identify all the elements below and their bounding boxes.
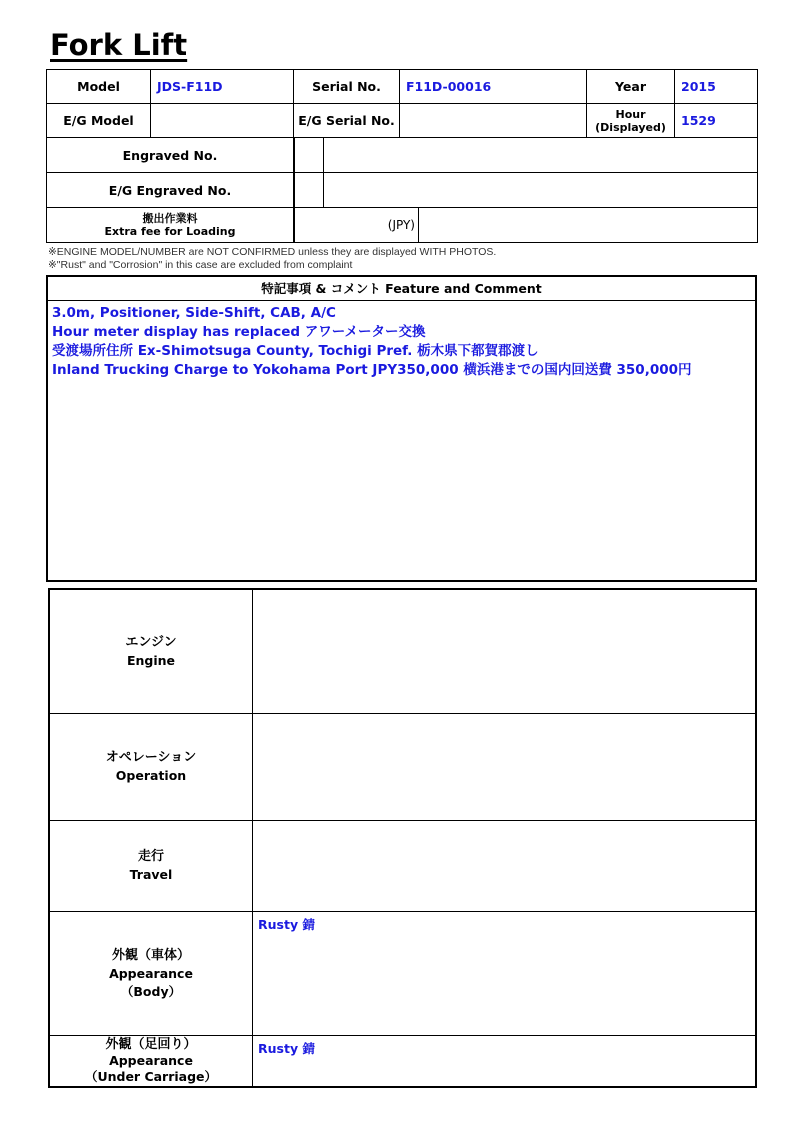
- label-en: Appearance: [109, 1053, 193, 1068]
- loading-label: [47, 208, 294, 243]
- loading-value: [294, 208, 758, 243]
- inspection-comment: Rusty 錆: [258, 1041, 315, 1056]
- feature-line: Inland Trucking Charge to Yokohama Port JPY350,000 横浜港までの国内回送費 350,000円: [52, 362, 692, 378]
- page-title: Fork Lift: [50, 28, 188, 62]
- feature-line: 3.0m, Positioner, Side-Shift, CAB, A/C: [52, 305, 336, 321]
- inspection-row-engine: [50, 590, 755, 714]
- label-jp: 外観（足回り）: [105, 1037, 197, 1052]
- label-en-sub: （Body）: [120, 983, 182, 999]
- label-en: Engine: [126, 652, 176, 668]
- year-value: 2015: [675, 70, 758, 104]
- hour-label-line2: (Displayed): [595, 120, 666, 134]
- hour-value: 1529: [675, 104, 758, 138]
- feature-heading: 特記事項 & コメント Feature and Comment: [48, 277, 755, 301]
- loading-unit: (JPY): [294, 208, 419, 242]
- inspection-comment: [253, 590, 755, 713]
- model-label: Model: [47, 70, 151, 104]
- eg-model-label: E/G Model: [47, 104, 151, 138]
- inspection-comment: Rusty 錆: [258, 917, 315, 932]
- eg-serial-value: [400, 104, 587, 138]
- year-label: Year: [587, 70, 675, 104]
- label-jp: 走行: [137, 849, 164, 864]
- hour-label: [587, 104, 675, 138]
- inspection-row-body: [50, 912, 755, 1036]
- notes: [48, 246, 496, 272]
- serial-label: Serial No.: [294, 70, 400, 104]
- eg-serial-label: E/G Serial No.: [294, 104, 400, 138]
- note-engine: ※ENGINE MODEL/NUMBER are NOT CONFIRMED unless they are displayed WITH PHOTOS.: [48, 246, 497, 258]
- inspection-comment: [253, 821, 755, 911]
- loading-label-jp: 搬出作業料: [142, 212, 198, 225]
- label-en: Appearance: [109, 965, 193, 981]
- eg-model-value: [151, 104, 294, 138]
- label-en-sub: （Under Carriage）: [84, 1069, 218, 1084]
- label-en: Travel: [129, 867, 173, 882]
- spec-table: [46, 69, 758, 243]
- inspection-label: [50, 821, 253, 911]
- label-jp: 外観（車体）: [111, 947, 190, 963]
- inspection-label: [50, 714, 253, 820]
- feature-box: [46, 275, 757, 582]
- hour-label-line1: Hour: [615, 107, 646, 121]
- loading-label-en: Extra fee for Loading: [104, 225, 236, 238]
- feature-comments: [48, 301, 755, 383]
- inspection-label: [50, 590, 253, 713]
- feature-line: 受渡場所住所 Ex-Shimotsuga County, Tochigi Pref. 栃木県下都賀郡渡し: [52, 343, 539, 359]
- eg-engraved-label: E/G Engraved No.: [47, 173, 294, 208]
- label-jp: エンジン: [125, 634, 177, 650]
- label-jp: オペレーション: [105, 750, 197, 765]
- serial-value: F11D-00016: [400, 70, 587, 104]
- eg-engraved-box: [294, 173, 324, 207]
- inspection-row-operation: [50, 714, 755, 821]
- model-value: JDS-F11D: [151, 70, 294, 104]
- inspection-label: [50, 1036, 253, 1086]
- inspection-table: [48, 588, 757, 1088]
- inspection-row-undercarriage: [50, 1036, 755, 1086]
- inspection-label: [50, 912, 253, 1035]
- engraved-value: [294, 138, 758, 173]
- feature-line: Hour meter display has replaced アワーメーター交換: [52, 324, 426, 340]
- inspection-comment: [253, 714, 755, 820]
- inspection-row-travel: [50, 821, 755, 912]
- eg-engraved-value: [294, 173, 758, 208]
- note-rust: ※"Rust" and "Corrosion" in this case are excluded from complaint: [48, 259, 353, 271]
- engraved-box: [294, 138, 324, 172]
- engraved-label: Engraved No.: [47, 138, 294, 173]
- label-en: Operation: [115, 768, 187, 783]
